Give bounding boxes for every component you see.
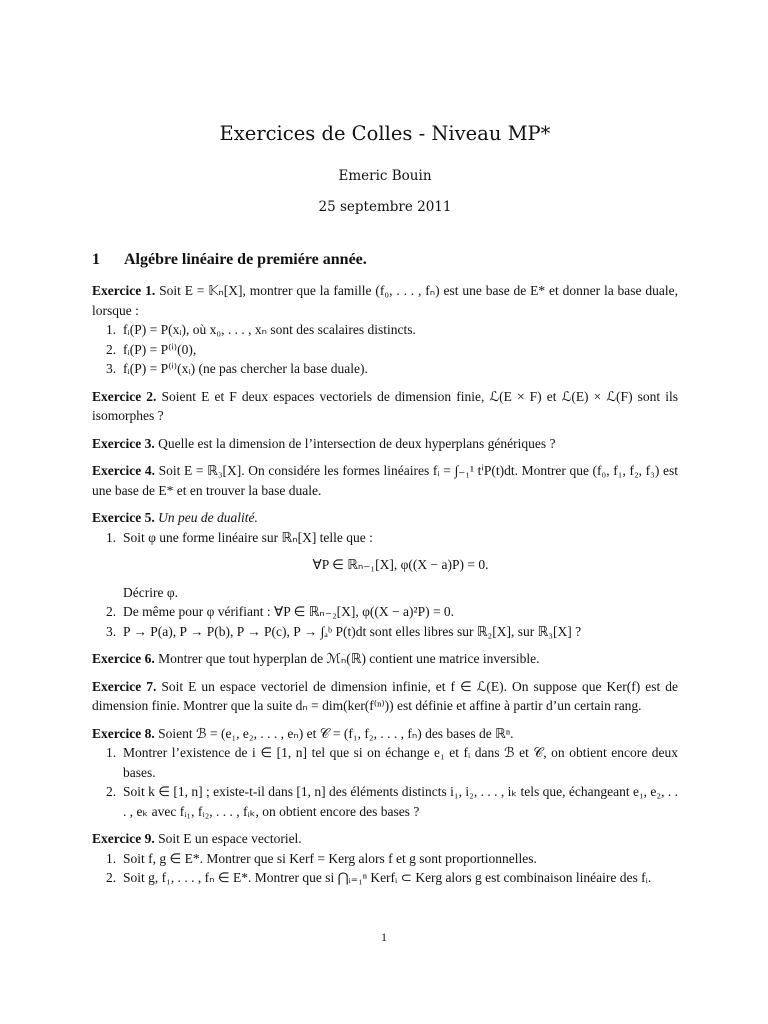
exercise-label: Exercice 2.: [92, 388, 157, 404]
item-number: 2.: [106, 341, 117, 357]
exercise-list: [92, 281, 678, 888]
item-number: 3.: [106, 623, 117, 639]
item-number: 1.: [106, 745, 117, 760]
list-item: [92, 622, 678, 642]
exercise-label: Exercice 4.: [92, 463, 155, 478]
item-number: 2.: [106, 784, 117, 799]
exercise-label: Exercice 8.: [92, 725, 155, 741]
exercise: [92, 829, 678, 888]
exercise: [92, 461, 678, 500]
item-number: 2.: [106, 870, 117, 885]
exercise-text: Soient ℬ = (e₁, e₂, . . . , eₙ) et 𝒞 = (f₁, f₂, . . . , fₙ) des bases de ℝⁿ.: [158, 725, 514, 741]
item-number: 2.: [106, 604, 117, 619]
item-text: Soit φ une forme linéaire sur ℝₙ[X] telle que :: [123, 529, 373, 545]
exercise-items: [92, 849, 678, 888]
item-text: fᵢ(P) = P(xᵢ), où x₀, . . . , xₙ sont des scalaires distincts.: [123, 322, 416, 337]
item-text: Soit k ∈ [1, n] ; existe-t-il dans [1, n] des éléments distincts i₁, i₂, . . . , iₖ tels que, échangeant e₁, e₂, . . . , eₖ avec fᵢ₁, fᵢ₂, . . . , fᵢₖ, on obtient encore des bases ?: [123, 784, 678, 819]
document-title: Exercices de Colles - Niveau MP*: [219, 122, 551, 145]
exercise-text: Quelle est la dimension de l’intersection de deux hyperplans génériques ?: [158, 435, 556, 451]
item-text: De même pour φ vérifiant : ∀P ∈ ℝₙ₋₂[X], φ((X − a)²P) = 0.: [123, 604, 455, 619]
item-number: 3.: [106, 361, 117, 376]
exercise-label: Exercice 9.: [92, 831, 155, 846]
item-text: Montrer l’existence de i ∈ [1, n] tel que si on échange e₁ et fᵢ dans ℬ et 𝒞, on obtient encore deux bases.: [123, 745, 678, 780]
exercise-text: Un peu de dualité.: [158, 510, 258, 525]
exercise: [92, 677, 678, 716]
exercise-text: Soit E un espace vectoriel.: [158, 831, 302, 846]
section-title: Algébre linéaire de premiére année.: [124, 251, 367, 268]
date: 25 septembre 2011: [318, 199, 452, 215]
exercise: [92, 649, 678, 669]
exercise: [92, 387, 678, 426]
item-text: Soit g, f₁, . . . , fₙ ∈ E*. Montrer que si ⋂ᵢ₌₁ⁿ Kerfᵢ ⊂ Kerg alors g est combinaison linéaire des fᵢ.: [123, 870, 652, 885]
exercise-text: Montrer que tout hyperplan de ℳₙ(ℝ) contient une matrice inversible.: [158, 651, 540, 666]
list-item: [92, 602, 678, 622]
item-number: 1.: [106, 850, 117, 866]
item-number: 1.: [106, 529, 117, 545]
list-item: [92, 743, 678, 782]
list-item: [92, 868, 678, 888]
item-number: 1.: [106, 322, 117, 337]
section-number: 1: [92, 251, 100, 268]
exercise: [92, 508, 678, 641]
display-equation: ∀P ∈ ℝₙ₋₁[X], φ((X − a)P) = 0.: [312, 557, 489, 572]
exercise-text: Soit E un espace vectoriel de dimension infinie, et f ∈ ℒ(E). On suppose que Ker(f) est de dimension finie. Montrer que la suite dₙ = dim(ker(f⁽ⁿ⁾)) est définie et affine à partir d’un certain rang.: [92, 678, 679, 713]
list-item: [92, 849, 678, 869]
exercise-text: Soit E = 𝕂ₙ[X], montrer que la famille (f₀, . . . , fₙ) est une base de E* et donner la base duale, lorsque :: [92, 283, 679, 318]
exercise-label: Exercice 3.: [92, 435, 155, 451]
list-item: [92, 782, 678, 821]
item-followup-text: Décrire φ.: [123, 584, 179, 600]
exercise-label: Exercice 5.: [92, 510, 155, 525]
item-text: fᵢ(P) = P⁽ⁱ⁾(0),: [123, 341, 197, 357]
list-item: [92, 320, 678, 340]
exercise-label: Exercice 7.: [92, 678, 157, 694]
item-text: fᵢ(P) = P⁽ⁱ⁾(xᵢ) (ne pas chercher la base duale).: [123, 361, 368, 376]
exercise-items: [92, 320, 678, 379]
list-item: [92, 340, 678, 360]
page-number: 1: [381, 930, 387, 944]
exercise-label: Exercice 6.: [92, 651, 155, 666]
exercise: [92, 724, 678, 822]
item-text: Soit f, g ∈ E*. Montrer que si Kerf = Kerg alors f et g sont proportionnelles.: [123, 850, 537, 866]
section-heading: [92, 251, 367, 269]
item-text: P → P(a), P → P(b), P → P(c), P → ∫ₐᵇ P(t)dt sont elles libres sur ℝ₂[X], sur ℝ₃[X] ?: [123, 623, 582, 639]
exercise-items: [92, 528, 678, 642]
list-item: [92, 528, 678, 603]
exercise-items: [92, 743, 678, 821]
exercise: [92, 281, 678, 379]
author: Emeric Bouin: [338, 168, 432, 184]
exercise-text: Soient E et F deux espaces vectoriels de dimension finie, ℒ(E × F) et ℒ(E) × ℒ(F) sont ils isomorphes ?: [92, 388, 678, 423]
list-item: [92, 359, 678, 379]
exercise-label: Exercice 1.: [92, 283, 156, 298]
exercise-text: Soit E = ℝ₃[X]. On considére les formes linéaires fᵢ = ∫₋₁¹ tⁱP(t)dt. Montrer que (f₀, f₁, f₂, f₃) est une base de E* et en trouver la base duale.: [92, 463, 679, 498]
exercise: [92, 434, 678, 454]
